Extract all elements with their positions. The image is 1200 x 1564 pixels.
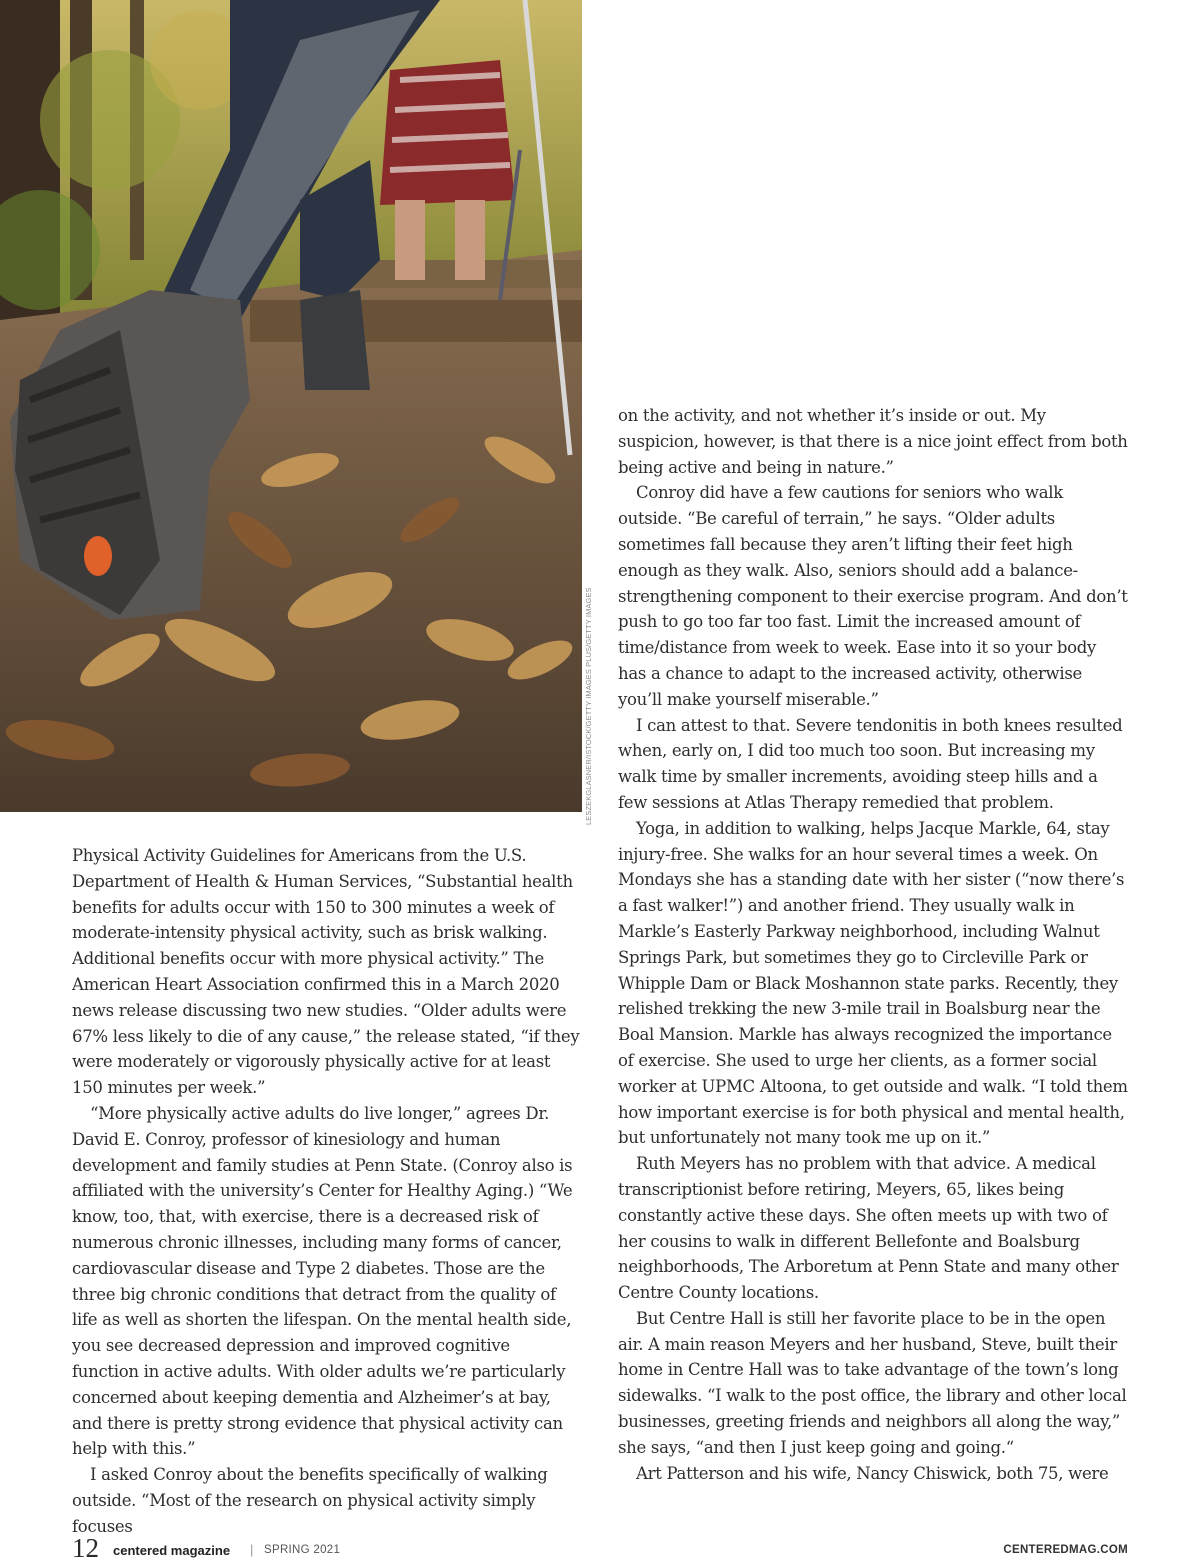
paragraph: Physical Activity Guidelines for Americans from the U.S. Department of Health & Human Services, “Substantial health benefits for adults occur with 150 to 300 minutes a week of moderate-intensity physical activity, such as brisk walking. Additional benefits occur with more physical activity.” The American Heart Association confirmed this in a March 2020 news release discussing two new studies. “Older adults were 67% less likely to die of any cause,” the release stated, “if they were moderately or vigorously physically active for at least 150 minutes per week.” — [72, 846, 580, 1098]
article-right-column — [618, 403, 1128, 1486]
page-number: 12 — [72, 1533, 99, 1563]
photo-credit-text: LESZEKGLASNER/ISTOCK/GETTY IMAGES PLUS/GETTY IMAGES — [584, 587, 593, 825]
paragraph: “More physically active adults do live longer,” agrees Dr. David E. Conroy, professor of kinesiology and human development and family studies at Penn State. (Conroy also is affiliated with the university’s Center for Healthy Aging.) “We know, too, that, with exercise, there is a decreased risk of numerous chronic illnesses, including many forms of cancer, cardiovascular disease and Type 2 diabetes. Those are the three big chronic conditions that detract from the quality of life as well as shorten the lifespan. On the mental health side, you see decreased depression and improved cognitive function in active adults. With older adults we’re particularly concerned about keeping dementia and Alzheimer’s at bay, and there is pretty strong evidence that physical activity can help with this.” — [72, 1103, 573, 1459]
paragraph: Art Patterson and his wife, Nancy Chiswick, both 75, were — [636, 1463, 1109, 1483]
paragraph: on the activity, and not whether it’s inside or out. My suspicion, however, is that there is a nice joint effect from both being active and being in nature.” — [618, 406, 1128, 477]
hiking-boots-trail-photo — [0, 0, 582, 812]
issue-label: SPRING 2021 — [264, 1544, 341, 1556]
paragraph: Ruth Meyers has no problem with that advice. A medical transcriptionist before retiring, Meyers, 65, likes being constantly active these days. She often meets up with two of her cousins to walk in different Bellefonte and Boalsburg neighborhoods, The Arboretum at Penn State and many other Centre County locations. — [618, 1154, 1119, 1303]
paragraph: I can attest to that. Severe tendonitis in both knees resulted when, early on, I did too much too soon. But increasing my walk time by smaller increments, avoiding steep hills and a few sessions at Atlas Therapy remedied that problem. — [618, 715, 1123, 812]
page-footer — [72, 1532, 1128, 1564]
website-link[interactable]: CENTEREDMAG.COM — [1003, 1544, 1128, 1556]
paragraph: But Centre Hall is still her favorite place to be in the open air. A main reason Meyers and her husband, Steve, built their home in Centre Hall was to take advantage of the town’s long sidewalks. “I walk to the post office, the library and other local businesses, greeting friends and neighbors all along the way,” she says, “and then I just keep going and going.“ — [618, 1308, 1127, 1457]
paragraph: Yoga, in addition to walking, helps Jacque Markle, 64, stay injury-free. She walks for an hour several times a week. On Mondays she has a standing date with her sister (“now there’s a fast walker!”) and another friend. They usually walk in Markle’s Easterly Parkway neighborhood, including Walnut Springs Park, but sometimes they go to Circleville Park or Whipple Dam or Black Moshannon state parks. Recently, they relished trekking the new 3-mile trail in Boalsburg near the Boal Mansion. Markle has always recognized the importance of exercise. She used to urge her clients, as a former social worker at UPMC Altoona, to get outside and walk. “I told them how important exercise is for both physical and mental health, but unfortunately not many took me up on it.” — [618, 818, 1128, 1148]
paragraph: I asked Conroy about the benefits specifically of walking outside. “Most of the research on physical activity simply focuses — [72, 1465, 548, 1536]
article-left-column — [72, 843, 580, 1540]
magazine-name: centered magazine — [113, 1543, 231, 1558]
paragraph: Conroy did have a few cautions for seniors who walk outside. “Be careful of terrain,” he says. “Older adults sometimes fall because they aren’t lifting their feet high enough as they walk. Also, seniors should add a balance-strengthening component to their exercise program. And don’t push to go too far too fast. Limit the increased amount of time/distance from week to week. Ease into it so your body has a chance to adapt to the increased activity, otherwise you’ll make yourself miserable.” — [618, 483, 1128, 709]
photo-credit — [584, 587, 598, 825]
footer-separator: | — [250, 1542, 254, 1557]
